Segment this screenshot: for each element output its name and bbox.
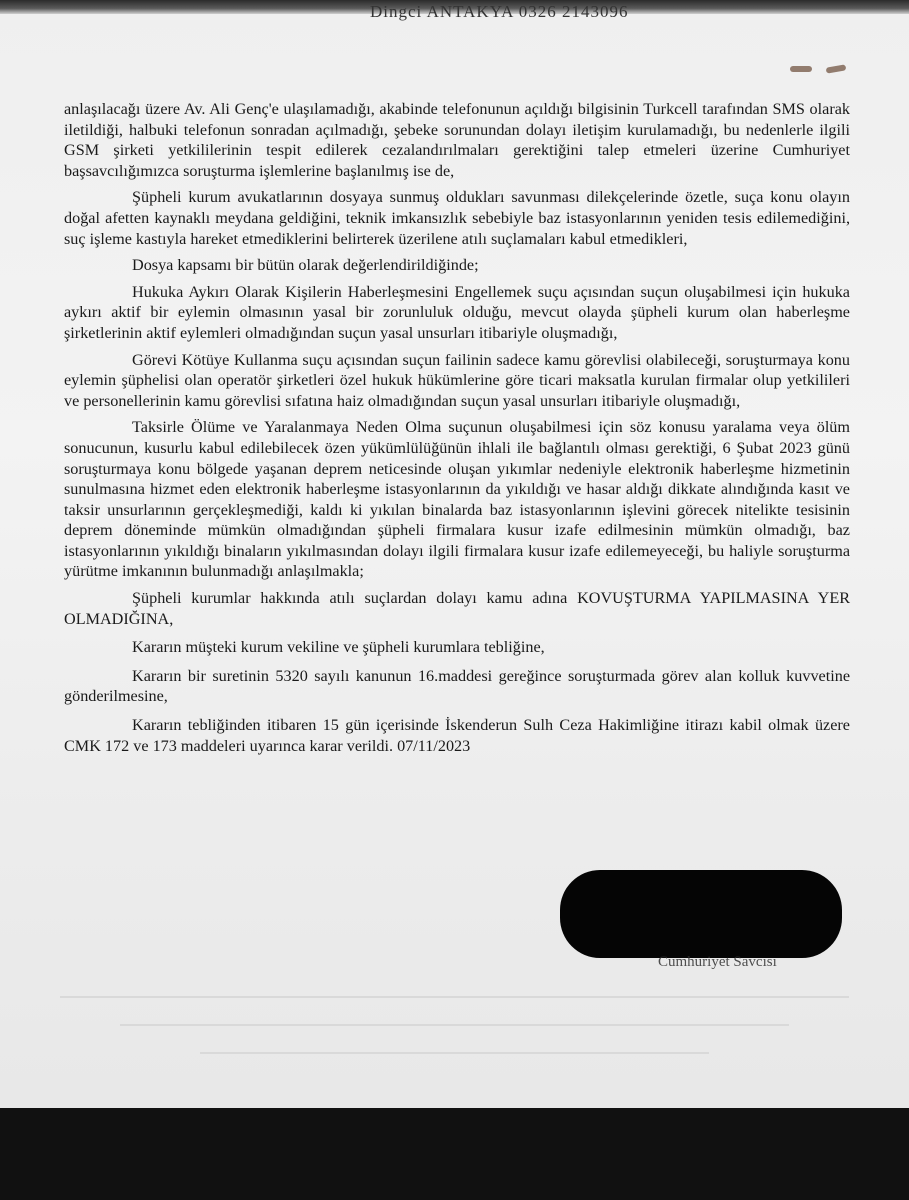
paragraph-continuation: anlaşılacağı üzere Av. Ali Genç'e ulaşılamadığı, akabinde telefonunun açıldığı bilgisinin Turkcell tarafından SMS olarak iletildiği, halbuki telefonun sonradan açılmadığı, şebeke sorunundan dolayı iletişim kurulamadığı, bu nedenlerle ilgili GSM şirketi yetkililerinin tespit edilerek cezalandırılmaları gerektiğini talep etmeleri üzerine Cumhuriyet başsavcılığımızca soruşturma işlemlerine başlanılmış ise de, [64, 100, 850, 180]
redaction-mark [560, 870, 842, 958]
paragraph-defense-summary: Şüpheli kurum avukatlarının dosyaya sunmuş oldukları savunması dilekçelerinde özetle, suça konu olayın doğal afetten kaynaklı meydana geldiğini, teknik imkansızlık sebebiyle baz istasyonlarının yeniden tesis edilemediğini, suç işleme kastıyla hareket etmediklerini belirterek üzerilene atılı suçlamaları kabul etmedikleri, [64, 188, 850, 248]
document-body [64, 99, 850, 756]
paragraph-communication-crime: Hukuka Aykırı Olarak Kişilerin Haberleşmesini Engellemek suçu açısından suçun oluşabilmesi için hukuka aykırı aktif bir eylemin olmasının yasal bir zorunluluk olduğu, mevcut olayda şüpheli kurum olan haberleşme şirketlerinin aktif eylemleri olmadığından suçun yasal unsurları itibariyle oluşmadığı, [64, 282, 850, 342]
paragraph-misconduct-crime: Görevi Kötüye Kullanma suçu açısından suçun failinin sadece kamu görevlisi olabileceği, soruşturmaya konu eylemin şüphelisi olan operatör şirketleri özel hukuk hükümlerine göre ticari maksatla kurulan firmalar olup yetkilileri ve personellerinin kamu görevlisi sıfatına haiz olmadığından suçun yasal unsurları itibariyle oluşmadığı, [64, 350, 850, 410]
header-partial-text: Dingci ANTAKYA 0326 2143096 [370, 2, 629, 21]
paragraph-police-copy: Kararın bir suretinin 5320 sayılı kanunun 16.maddesi gereğince soruşturmada görev alan kolluk kuvvetine gönderilmesine, [64, 666, 850, 706]
bleed-through-line [200, 1052, 709, 1054]
paragraph-appeal-date: Kararın tebliğinden itibaren 15 gün içerisinde İskenderun Sulh Ceza Hakimliğine itirazı kabil olmak üzere CMK 172 ve 173 maddeleri uyarınca karar verildi. 07/11/2023 [64, 716, 850, 755]
paragraph-verdict: Şüpheli kurumlar hakkında atılı suçlardan dolayı kamu adına KOVUŞTURMA YAPILMASINA YER OLMADIĞINA, [64, 589, 850, 628]
signature-title: Cumhuriyet Savcısı [658, 954, 777, 970]
ink-smudge [790, 66, 812, 72]
ink-smudge [826, 64, 847, 73]
paragraph-evaluation-intro: Dosya kapsamı bir bütün olarak değerlendirildiğinde; [132, 256, 479, 275]
paragraph-notification: Kararın müşteki kurum vekiline ve şüpheli kurumlara tebliğine, [132, 638, 545, 657]
paragraph-negligence-crime: Taksirle Ölüme ve Yaralanmaya Neden Olma suçunun oluşabilmesi için söz konusu yaralama veya ölüm sonucunun, kusurlu kabul edilebilecek özen yükümlülüğünün ihlali ile bağlantılı olması gerektiği, 6 Şubat 2023 günü soruşturmaya konu bölgede yaşanan deprem neticesinde oluşan yıkımlar nedeniyle elektronik haberleşme hizmetinin sunulmasına hizmet eden elektronik haberleşme istasyonlarının da yıkıldığı ve hasar aldığı dikkate alındığında kasıt ve taksir unsurlarının gerçekleşmediği, kaldı ki yıkılan binalarda baz istasyonlarının işlevini görecek nitelikte tesisinin deprem döneminde mümkün olmadığından şüpheli firmalara kusur izafe edilmesinin mümkün olmadığı, baz istasyonlarının yıkıldığı binaların yıkılmasından dolayı ilgili firmalara kusur izafe edilemeyeceği, bu haliyle soruşturma yürütme imkanının bulunmadığı anlaşılmakla; [64, 418, 850, 581]
bleed-through-line [120, 1024, 789, 1026]
bleed-through-line [60, 996, 849, 998]
